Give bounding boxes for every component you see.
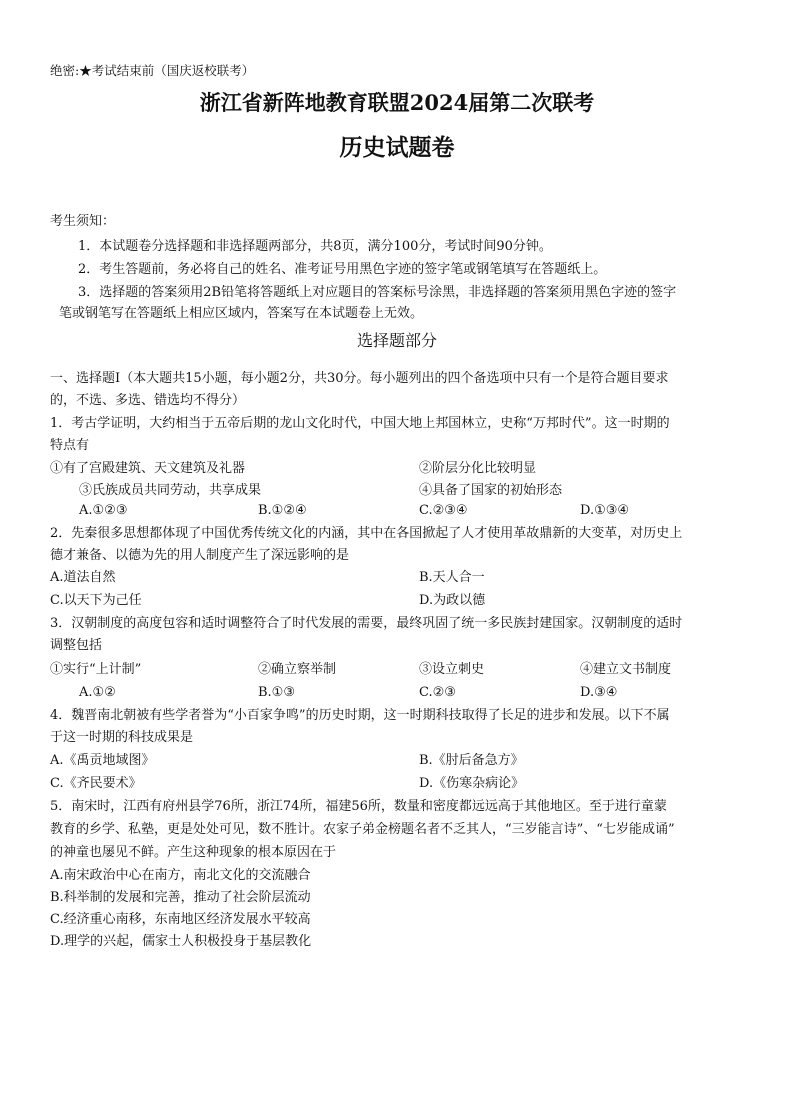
q1-statement-1: ①有了宫殿建筑、天文建筑及礼器 — [50, 461, 246, 476]
q2-stem-line1: 2．先秦很多思想都体现了中国优秀传统文化的内涵，其中在各国掀起了人才使用革故鼎新的大变革，对历史上 — [50, 526, 683, 541]
q3-option-b: B.①③ — [258, 685, 295, 700]
notice-item-3-line2: 笔或钢笔写在答题纸上相应区域内，答案写在本试题卷上无效。 — [59, 306, 424, 321]
q3-statement-4: ④建立文书制度 — [580, 662, 672, 677]
q2-option-a: A.道法自然 — [50, 570, 116, 585]
part1-intro-line1: 一、选择题Ⅰ（本大题共15小题，每小题2分，共30分。每小题列出的四个备选项中只有一个是符合题目要求 — [50, 371, 669, 386]
q4-option-b: B.《肘后备急方》 — [419, 753, 524, 768]
q3-statement-2: ②确立察举制 — [258, 662, 337, 677]
notice-item-3-line1: 3．选择题的答案须用2B铅笔将答题纸上对应题目的答案标号涂黑，非选择题的答案须用黑色字迹的签字 — [78, 285, 677, 300]
q5-option-b: B.科举制的发展和完善，推动了社会阶层流动 — [50, 890, 311, 905]
q5-stem-line2: 教育的乡学、私塾，更是处处可见，数不胜计。农家子弟金榜题名者不乏其人，“三岁能言诗”、“七岁能成诵” — [50, 822, 675, 837]
q4-option-a: A.《禹贡地域图》 — [50, 753, 155, 768]
q5-option-d: D.理学的兴起，儒家士人积极投身于基层教化 — [50, 934, 312, 949]
q3-option-d: D.③④ — [580, 685, 618, 700]
q1-statement-2: ②阶层分化比较明显 — [419, 461, 537, 476]
q3-statement-3: ③设立刺史 — [419, 662, 485, 677]
q3-stem-line1: 3．汉朝制度的高度包容和适时调整符合了时代发展的需要，最终巩固了统一多民族封建国家。汉朝制度的适时 — [50, 616, 683, 631]
exam-subtitle: 历史试题卷 — [339, 134, 455, 161]
notice-heading: 考生须知： — [50, 214, 116, 229]
q5-option-a: A.南宋政治中心在南方，南北文化的交流融合 — [50, 868, 311, 883]
q4-option-d: D.《伤寒杂病论》 — [419, 776, 525, 791]
q1-stem-line2: 特点有 — [50, 438, 90, 453]
q3-option-a: A.①② — [79, 685, 116, 700]
q1-option-c: C.②③④ — [419, 503, 468, 518]
part1-intro-line2: 的，不选、多选、错选均不得分） — [50, 393, 246, 408]
notice-item-1: 1．本试题卷分选择题和非选择题两部分，共8页，满分100分，考试时间90分钟。 — [78, 239, 552, 254]
q2-option-d: D.为政以德 — [419, 593, 486, 608]
q2-stem-line2: 德才兼备、以德为先的用人制度产生了深远影响的是 — [50, 548, 350, 563]
exam-title: 浙江省新阵地教育联盟2024届第二次联考 — [199, 90, 595, 115]
q3-stem-line2: 调整包括 — [50, 638, 103, 653]
q4-stem-line1: 4．魏晋南北朝被有些学者誉为“小百家争鸣”的历史时期，这一时期科技取得了长足的进步和发展。以下不属 — [50, 708, 670, 723]
q1-option-a: A.①②③ — [79, 503, 128, 518]
q2-option-c: C.以天下为己任 — [50, 593, 142, 608]
secret-note: 绝密:★考试结束前（国庆返校联考） — [50, 63, 255, 78]
q3-statement-1: ①实行“上计制” — [50, 662, 142, 677]
q2-option-b: B.天人合一 — [419, 570, 485, 585]
q5-stem-line3: 的神童也屡见不鲜。产生这种现象的根本原因在于 — [50, 845, 337, 860]
q1-statement-4: ④具备了国家的初始形态 — [419, 483, 563, 498]
q4-option-c: C.《齐民要术》 — [50, 776, 142, 791]
q1-stem-line1: 1．考古学证明，大约相当于五帝后期的龙山文化时代，中国大地上邦国林立，史称“万邦时代”。这一时期的 — [50, 416, 670, 431]
section-title: 选择题部分 — [356, 331, 437, 350]
notice-item-2: 2．考生答题前，务必将自己的姓名、准考证号用黑色字迹的签字笔或钢笔填写在答题纸上。 — [78, 262, 607, 277]
q3-option-c: C.②③ — [419, 685, 456, 700]
q1-statement-3: ③氏族成员共同劳动，共享成果 — [79, 483, 262, 498]
q1-option-d: D.①③④ — [580, 503, 630, 518]
q5-stem-line1: 5．南宋时，江西有府州县学76所，浙江74所，福建56所，数量和密度都远远高于其他地区。至于进行童蒙 — [50, 799, 667, 814]
q5-option-c: C.经济重心南移，东南地区经济发展水平较高 — [50, 912, 311, 927]
q1-option-b: B.①②④ — [258, 503, 307, 518]
q4-stem-line2: 于这一时期的科技成果是 — [50, 730, 194, 745]
